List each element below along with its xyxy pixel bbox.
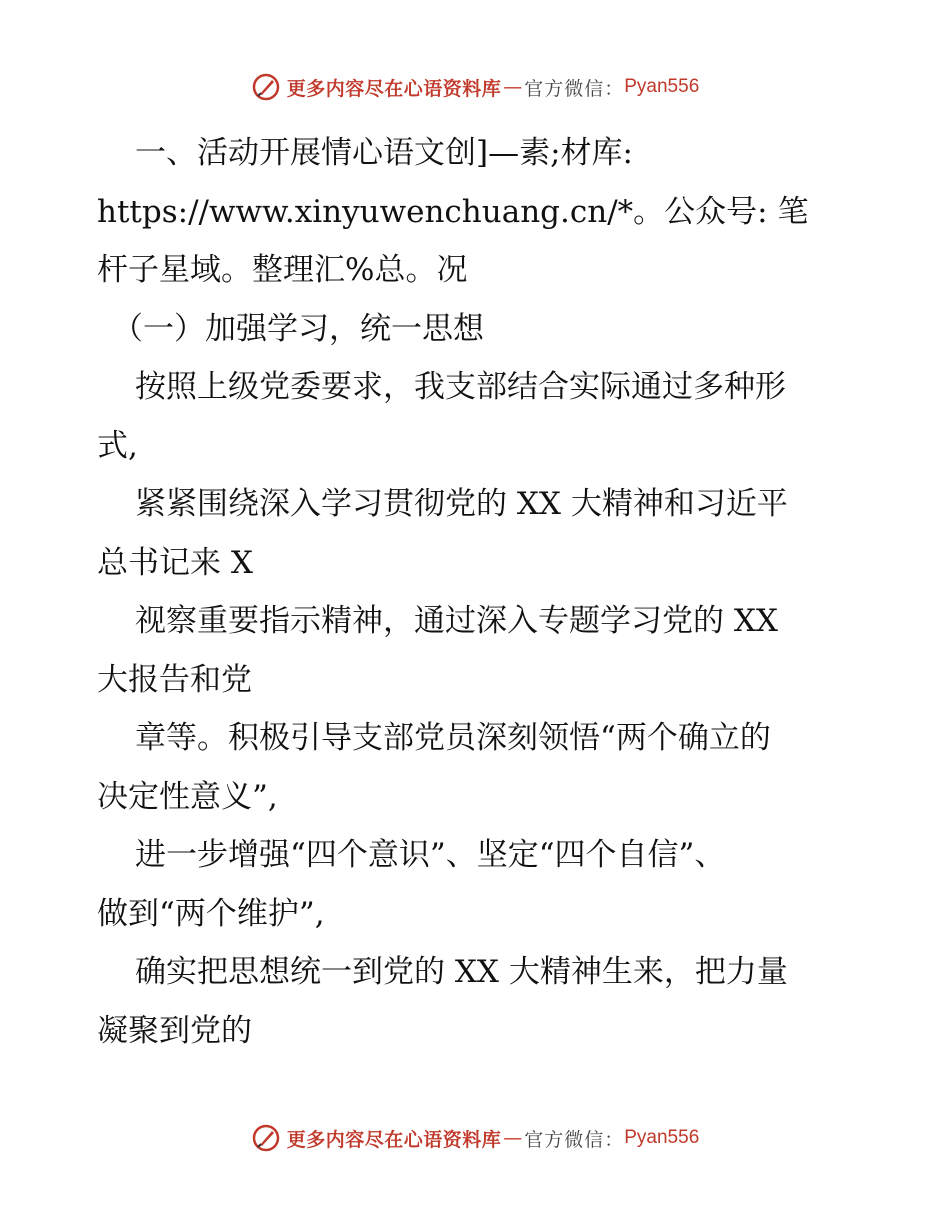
- text-line: 按照上级党委要求，我支部结合实际通过多种形: [135, 369, 786, 405]
- text-line: 章等。积极引导支部党员深刻领悟“两个确立的: [135, 720, 771, 756]
- text-line: 总书记来 X: [97, 544, 253, 581]
- text-line: 大报告和党: [97, 661, 252, 698]
- text-line: 决定性意义”,: [97, 778, 278, 815]
- header-banner: [0, 72, 950, 102]
- text-line: 式,: [97, 427, 138, 464]
- text-line: 确实把思想统一到党的 XX 大精神生来，把力量: [135, 954, 788, 990]
- quill-logo-icon: [251, 1123, 281, 1153]
- footer-banner: [0, 1123, 950, 1153]
- banner-account-id: Pyan556: [624, 1127, 700, 1148]
- text-line: https://www.xinyuwenchuang.cn/*。公众号: 笔: [97, 193, 809, 230]
- text-line: 进一步增强“四个意识”、坚定“四个自信”、: [135, 837, 726, 873]
- banner-dash: —: [503, 76, 523, 98]
- text-line: 一、活动开展情心语文创]—素;材库:: [135, 135, 633, 171]
- text-line: 凝聚到党的: [97, 1012, 252, 1049]
- text-line: 紧紧围绕深入学习贯彻党的 XX 大精神和习近平: [135, 486, 788, 522]
- banner-account-id: Pyan556: [624, 76, 700, 97]
- banner-main-text: 更多内容尽在心语资料库: [286, 1128, 502, 1151]
- text-line: 杆子星域。整理汇%总。况: [97, 252, 468, 288]
- banner-main-text: 更多内容尽在心语资料库: [286, 77, 502, 100]
- banner-official-label: 官方微信：: [524, 77, 625, 100]
- banner-dash: —: [503, 1127, 523, 1149]
- document-body: [97, 124, 857, 1060]
- text-line: 做到“两个维护”,: [97, 895, 325, 932]
- banner-official-label: 官方微信：: [524, 1128, 625, 1151]
- quill-logo-icon: [251, 72, 281, 102]
- text-line: （一）加强学习，统一思想: [112, 310, 484, 347]
- text-line: 视察重要指示精神，通过深入专题学习党的 XX: [135, 603, 778, 639]
